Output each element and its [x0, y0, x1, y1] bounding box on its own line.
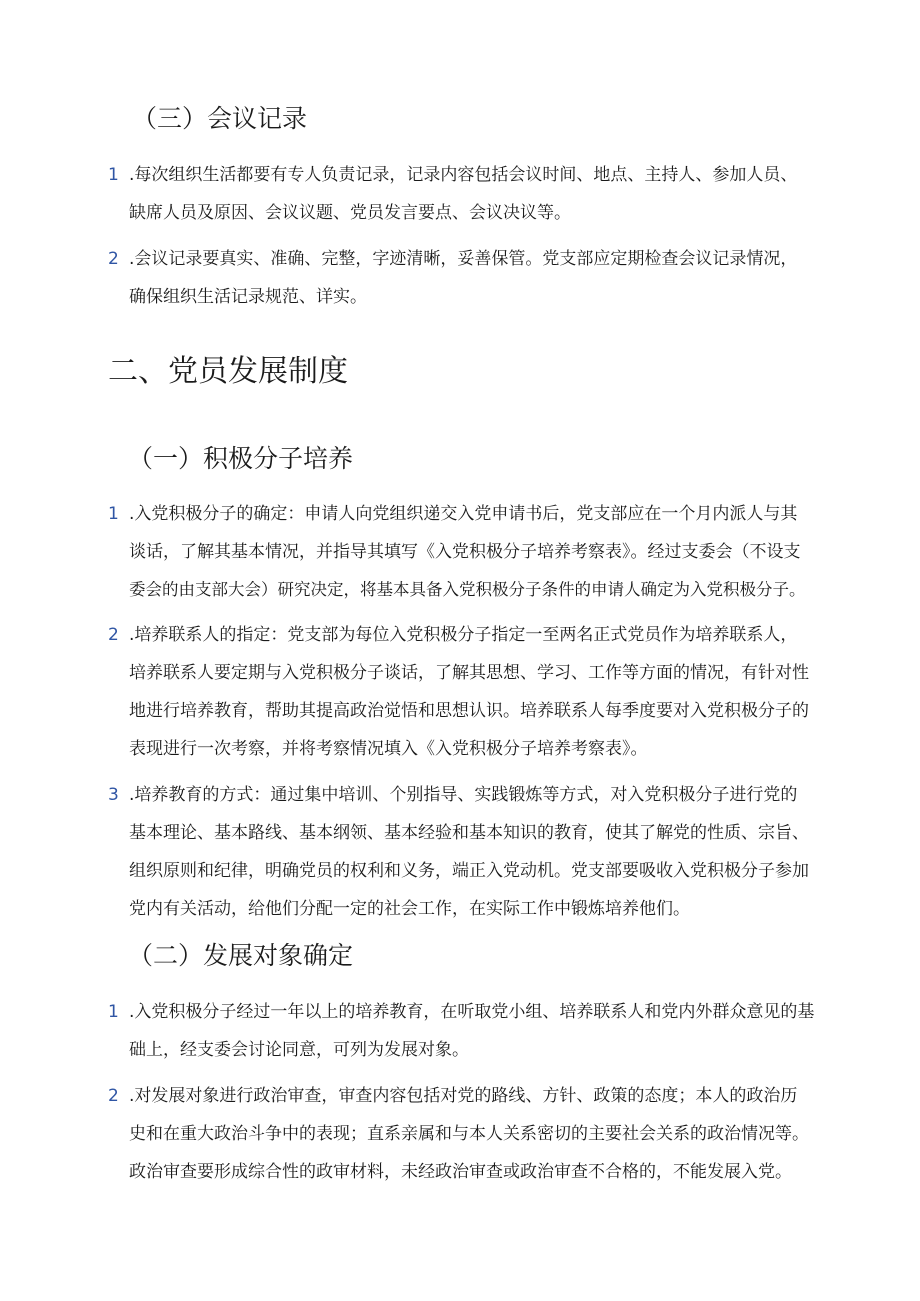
- list-item-text: .对发展对象进行政治审查，审查内容包括对党的路线、方针、政策的态度；本人的政治历 史和在重大政治斗争中的表现；直系亲属和与本人关系密切的主要社会关系的政治情况等。 政治审查要形成综合性的政审材料，未经政治审查或政治审查不合格的，不能发展入党。: [129, 1086, 809, 1182]
- list-number: 2: [108, 1086, 119, 1106]
- section-heading-development-targets: （二）发展对象确定: [128, 941, 354, 970]
- section-heading-meeting-records: （三）会议记录: [132, 104, 308, 133]
- list-number: 3: [108, 785, 119, 805]
- section-heading-activist-training: （一）积极分子培养: [128, 444, 354, 473]
- list-number: 2: [108, 625, 119, 645]
- list-item-text: .入党积极分子经过一年以上的培养教育，在听取党小组、培养联系人和党内外群众意见的基 础上，经支委会讨论同意，可列为发展对象。: [129, 1002, 815, 1060]
- list-item-text: .培养联系人的指定：党支部为每位入党积极分子指定一至两名正式党员作为培养联系人， 培养联系人要定期与入党积极分子谈话，了解其思想、学习、工作等方面的情况，有针对性 地进行培养教育，帮助其提高政治觉悟和思想认识。培养联系人每季度要对入党积极分子的 表现进行一次考察，并将考察情况填入《入党积极分子培养考察表》。: [129, 625, 809, 759]
- list-item-text: .培养教育的方式：通过集中培训、个别指导、实践锻炼等方式，对入党积极分子进行党的 基本理论、基本路线、基本纲领、基本经验和基本知识的教育，使其了解党的性质、宗旨、 组织原则和纪律，明确党员的权利和义务，端正入党动机。党支部要吸收入党积极分子参加 党内有关活动，给他们分配一定的社会工作，在实际工作中锻炼培养他们。: [129, 785, 809, 919]
- list-number: 1: [108, 504, 119, 524]
- list-item-text: .每次组织生活都要有专人负责记录，记录内容包括会议时间、地点、主持人、参加人员、 缺席人员及原因、会议议题、党员发言要点、会议决议等。: [129, 165, 798, 223]
- list-number: 1: [108, 1002, 119, 1022]
- chapter-heading-member-development: 二、党员发展制度: [108, 354, 348, 389]
- list-item-text: .会议记录要真实、准确、完整，字迹清晰，妥善保管。党支部应定期检查会议记录情况， 确保组织生活记录规范、详实。: [129, 249, 798, 307]
- list-number: 1: [108, 165, 119, 185]
- list-number: 2: [108, 249, 119, 269]
- list-item-text: .入党积极分子的确定：申请人向党组织递交入党申请书后，党支部应在一个月内派人与其 谈话，了解其基本情况，并指导其填写《入党积极分子培养考察表》。经过支委会（不设支 委会的由支部大会）研究决定，将基本具备入党积极分子条件的申请人确定为入党积极分子。: [129, 504, 806, 599]
